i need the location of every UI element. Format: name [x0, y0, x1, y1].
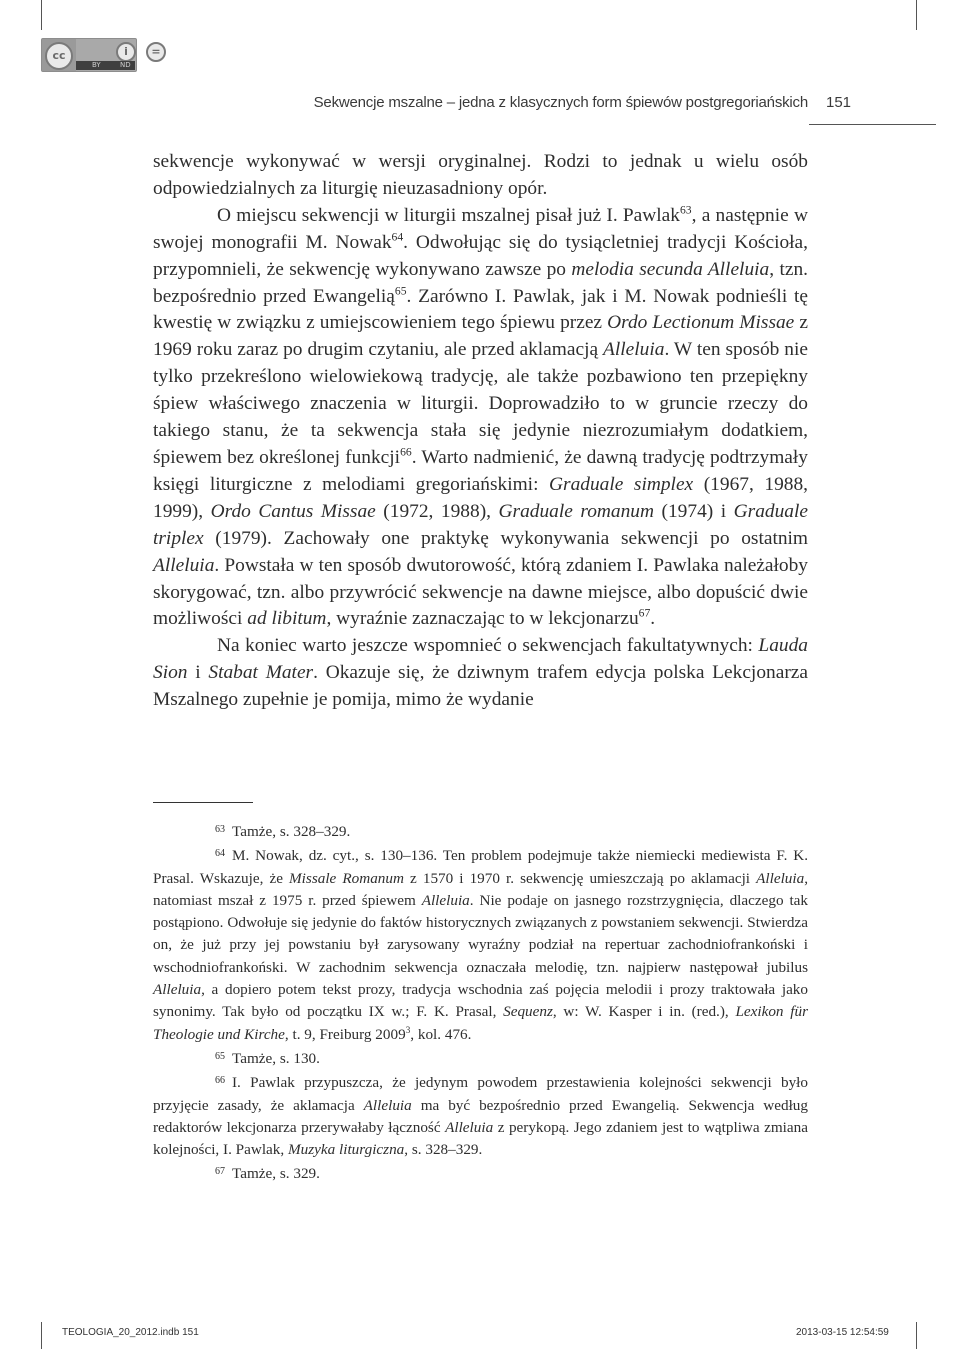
footnote-ref: 65 — [394, 284, 407, 298]
cc-by-label: BY — [92, 61, 101, 69]
footnote: $^{64}$ M. Nowak, dz. cyt., s. 130–136. Ten problem podejmuje także niemiecki mediewista F. K. Prasal. Wskazuje, że Missale Romanum z 1570 i 1970 r. sekwencję umieszczają po aklamacji Alleluia, natomiast mszał z 1975 r. przed śpiewem Alleluia. Nie podaje on jasnego rozstrzygnięcia, dlaczego tak postąpiono. Odwołuje się jedynie do faktów historycznych związanych z powstaniem sekwencji. Stwierdza on, że już przy jej powstaniu był zarysowany wyraźny podział na repertuar zachodniofrankoński i wschodniofrankoński. W zachodnim sekwencja oznaczała melodię, tzn. najpierw następował jubilus Alleluia, a dopiero potem tekst prozy, tradycja wschodnia zaś pojęcia melodii i prozy traktowała jako synonimy. Tak było od początku IX w.; F. K. Prasal, Sequenz, w: W. Kasper i in. (red.), Lexikon für Theologie und Kirche, t. 9, Freiburg 2009$^3$, kol. 476. — [153, 847, 809, 1043]
crop-mark — [916, 1322, 917, 1349]
footnote-ref: 66 — [400, 445, 412, 459]
footnotes — [153, 819, 808, 1186]
footnote: $^{67}$ Tamże, s. 329. — [215, 1165, 320, 1183]
footnote-ref: 64 — [391, 230, 404, 244]
crop-mark — [41, 1322, 42, 1349]
footnote: $^{65}$ Tamże, s. 130. — [215, 1049, 320, 1067]
slug-file: TEOLOGIA_20_2012.indb 151 — [62, 1327, 199, 1338]
page-number: 151 — [826, 94, 852, 111]
footnote: $^{63}$ Tamże, s. 328–329. — [215, 823, 351, 840]
footnote-rule — [153, 802, 253, 803]
header-rule — [809, 124, 936, 125]
creative-commons-by-nd-icon — [41, 38, 161, 72]
attribution-icon: i — [116, 42, 136, 62]
paragraph: sekwencje wykonywać w wersji oryginalnej. Rodzi to jednak u wielu osób odpowiedzialnych za liturgię nieuzasadniony opór. — [153, 151, 808, 199]
crop-mark — [41, 0, 42, 30]
paragraph: Na koniec warto jeszcze wspomnieć o sekwencjach fakultatywnych: Lauda Sion i Stabat Mater. Okazuje się, że dziwnym trafem edycja polska Lekcjonarza Mszalnego zupełnie je pomija, mimo że wydanie — [153, 635, 808, 711]
footnote: $^{66}$ I. Pawlak przypuszcza, że jedynym powodem przestawienia kolejności sekwencji było przyjęcie zasady, że aklamacja Alleluia ma być bezpośrednio przed Ewangelią. Sekwencja według redaktorów lekcjonarza przerywałaby łączność Alleluia z perykopą. Jego zdaniem jest to wątpliwa zmiana kolejności, I. Pawlak, Muzyka liturgiczna, s. 328–329. — [153, 1074, 808, 1159]
cc-nd-label: ND — [120, 61, 131, 69]
footnote-ref: 63 — [679, 203, 692, 217]
footnote-ref: 67 — [638, 606, 651, 620]
slug-timestamp: 2013-03-15 12:54:59 — [796, 1327, 889, 1338]
paragraph: O miejscu sekwencji w liturgii mszalnej pisał już I. Pawlak$^{63}$, a następnie w swojej monografii M. Nowak$^{64}$. Odwołując się do tysiącletniej tradycji Kościoła, przypomnieli, że sekwencję wykonywano zawsze po melodia secunda Alleluia, tzn. bezpośrednio przed Ewangelią$^{65}$. Zarówno I. Pawlak, jak i M. Nowak podnieśli tę kwestię w związku z umiejscowieniem tego śpiewu przez Ordo Lectionum Missae z 1969 roku zaraz po drugim czytaniu, ale przed aklamacją Alleluia. W ten sposób nie tylko przekreślono wielowiekową tradycję, ale także pozbawiono ten przepiękny śpiew właściwego znaczenia w liturgii. Doprowadziło to w gruncie rzeczy do takiego stanu, że ta sekwencja stała się jedynie niezrozumiałym dodatkiem, śpiewem bez określonej funkcji$^{66}$. Warto nadmienić, że dawną tradycję podtrzymały księgi liturgiczne z melodiami gregoriańskimi: Graduale simplex (1967, 1988, 1999), Ordo Cantus Missae (1972, 1988), Graduale romanum (1974) i Graduale triplex (1979). Zachowały one praktykę wykonywania sekwencji po ostatnim Alleluia. Powstała w ten sposób dwutorowość, którą zdaniem I. Pawlaka należałoby skorygować, tzn. albo przywrócić sekwencje na dawne miejsce, albo dopuścić dwie możliwości ad libitum, wyraźnie zaznaczając to w lekcjonarzu$^{67}$. — [153, 203, 809, 630]
cc-label-strip — [76, 61, 135, 70]
cc-logo-icon: cc — [45, 42, 73, 70]
running-header: Sekwencje mszalne – jedna z klasycznych form śpiewów postgregoriańskich — [313, 94, 808, 111]
main-text — [153, 149, 808, 714]
crop-mark — [916, 0, 917, 30]
no-derivatives-icon: = — [146, 42, 166, 62]
